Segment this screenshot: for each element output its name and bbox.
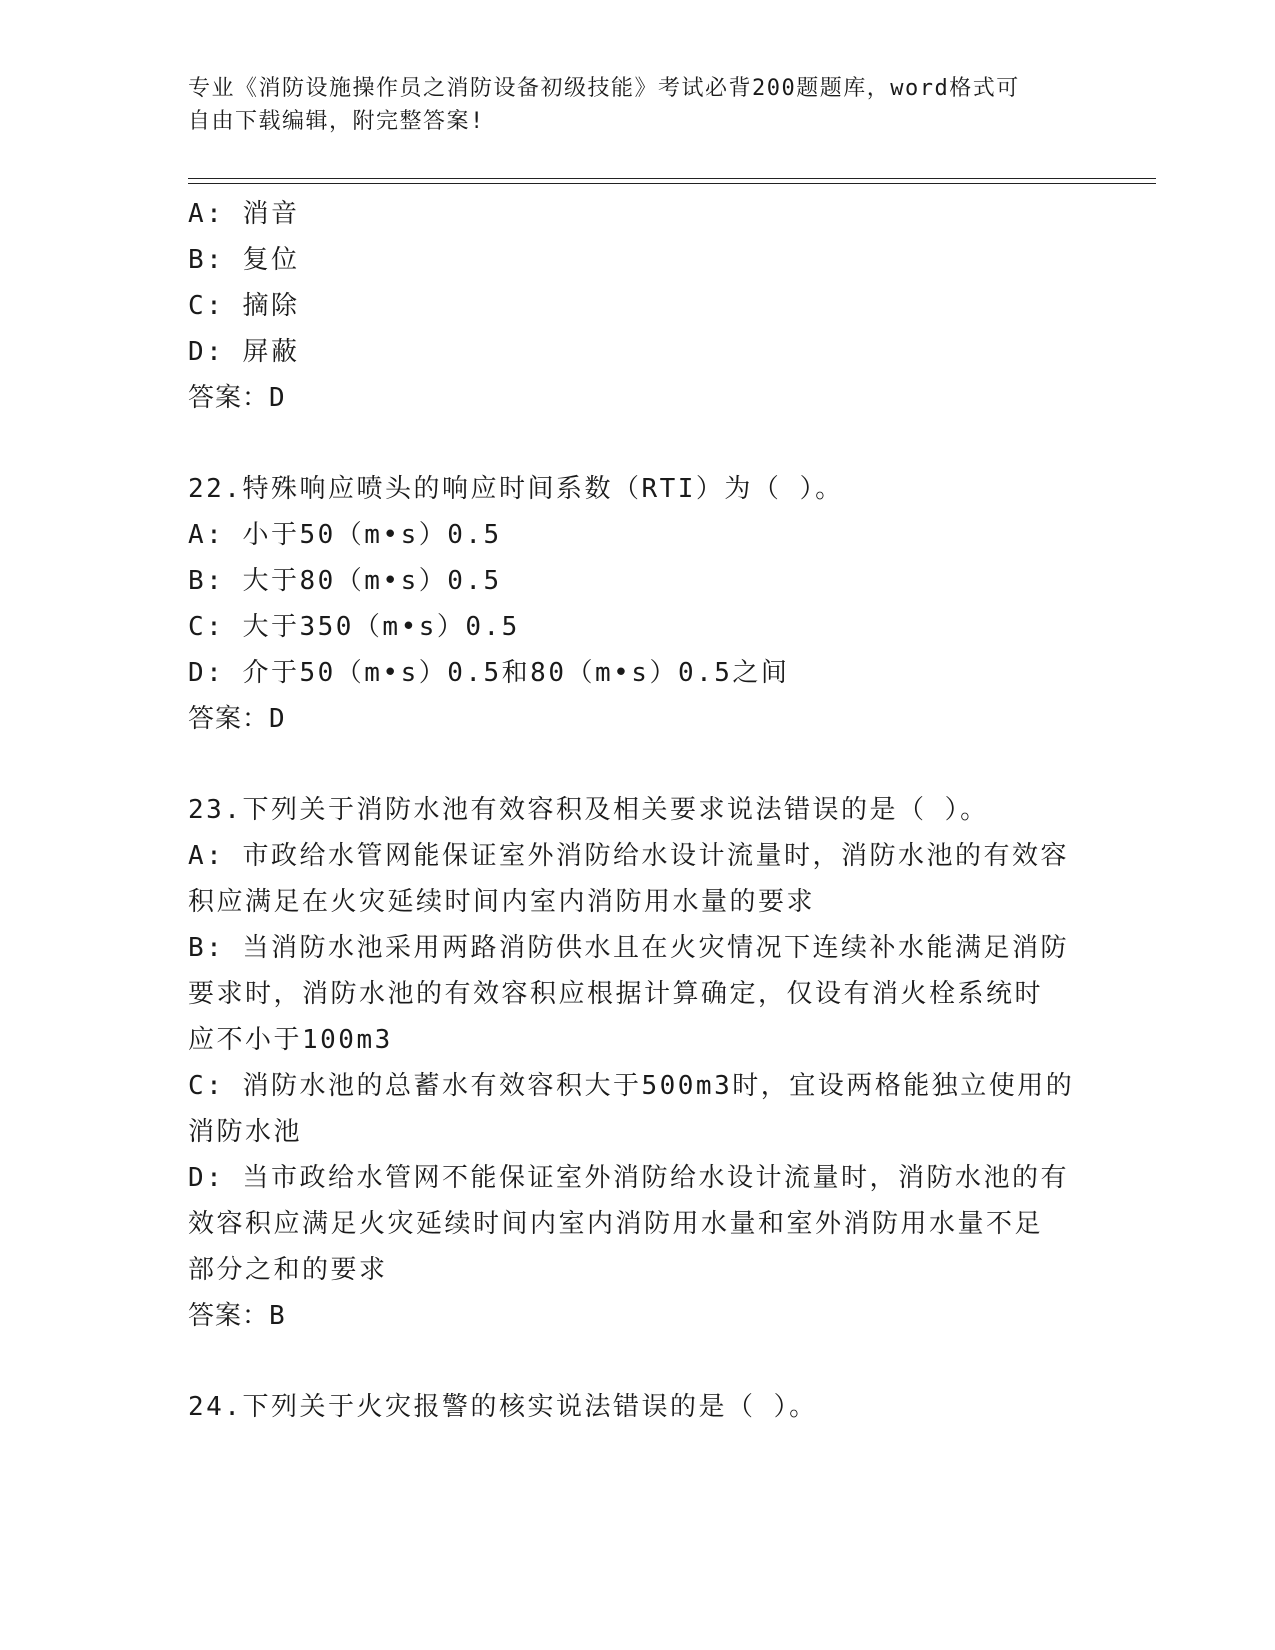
option-a-line-1: A: 市政给水管网能保证室外消防给水设计流量时，消防水池的有效容 xyxy=(188,841,1069,871)
option-d-line-2: 效容积应满足火灾延续时间内室内消防用水量和室外消防用水量不足 xyxy=(188,1209,1044,1239)
option-a-line-2: 积应满足在火灾延续时间内室内消防用水量的要求 xyxy=(188,887,816,917)
option-d: D: 介于50（m•s）0.5和80（m•s）0.5之间 xyxy=(188,658,790,688)
option-c: C: 摘除 xyxy=(188,291,300,321)
spacer xyxy=(188,742,1088,787)
question-21-block xyxy=(188,191,1088,421)
option-c: C: 大于350（m•s）0.5 xyxy=(188,612,520,642)
option-c-line-2: 消防水池 xyxy=(188,1117,303,1147)
spacer xyxy=(188,1339,1088,1384)
option-b-line-3: 应不小于100m3 xyxy=(188,1025,393,1055)
header-line-2: 自由下载编辑，附完整答案! xyxy=(188,109,485,134)
spacer xyxy=(188,421,1088,466)
option-c-line-1: C: 消防水池的总蓄水有效容积大于500m3时，宜设两格能独立使用的 xyxy=(188,1071,1075,1101)
answer-23: 答案：B xyxy=(188,1301,286,1331)
document-header xyxy=(188,72,1068,138)
option-b-line-1: B: 当消防水池采用两路消防供水且在火灾情况下连续补水能满足消防 xyxy=(188,933,1069,963)
option-d-line-1: D: 当市政给水管网不能保证室外消防给水设计流量时，消防水池的有 xyxy=(188,1163,1069,1193)
header-divider-top xyxy=(188,178,1156,179)
question-22-text: 22.特殊响应喷头的响应时间系数（RTI）为（ ）。 xyxy=(188,474,844,504)
document-body xyxy=(188,191,1088,1430)
question-23-text: 23.下列关于消防水池有效容积及相关要求说法错误的是（ ）。 xyxy=(188,795,989,825)
option-a: A: 小于50（m•s）0.5 xyxy=(188,520,502,550)
header-divider-bottom xyxy=(188,183,1156,184)
question-23-block xyxy=(188,787,1088,1339)
answer-21: 答案：D xyxy=(188,383,286,413)
answer-22: 答案：D xyxy=(188,704,286,734)
option-a: A: 消音 xyxy=(188,199,300,229)
option-b-line-2: 要求时，消防水池的有效容积应根据计算确定，仅设有消火栓系统时 xyxy=(188,979,1044,1009)
option-d-line-3: 部分之和的要求 xyxy=(188,1255,388,1285)
option-b: B: 复位 xyxy=(188,245,300,275)
header-line-1: 专业《消防设施操作员之消防设备初级技能》考试必背200题题库，word格式可 xyxy=(188,76,1020,101)
question-24-block xyxy=(188,1384,1088,1430)
option-b: B: 大于80（m•s）0.5 xyxy=(188,566,502,596)
question-22-block xyxy=(188,466,1088,742)
question-24-text: 24.下列关于火灾报警的核实说法错误的是（ ）。 xyxy=(188,1392,818,1422)
option-d: D: 屏蔽 xyxy=(188,337,300,367)
